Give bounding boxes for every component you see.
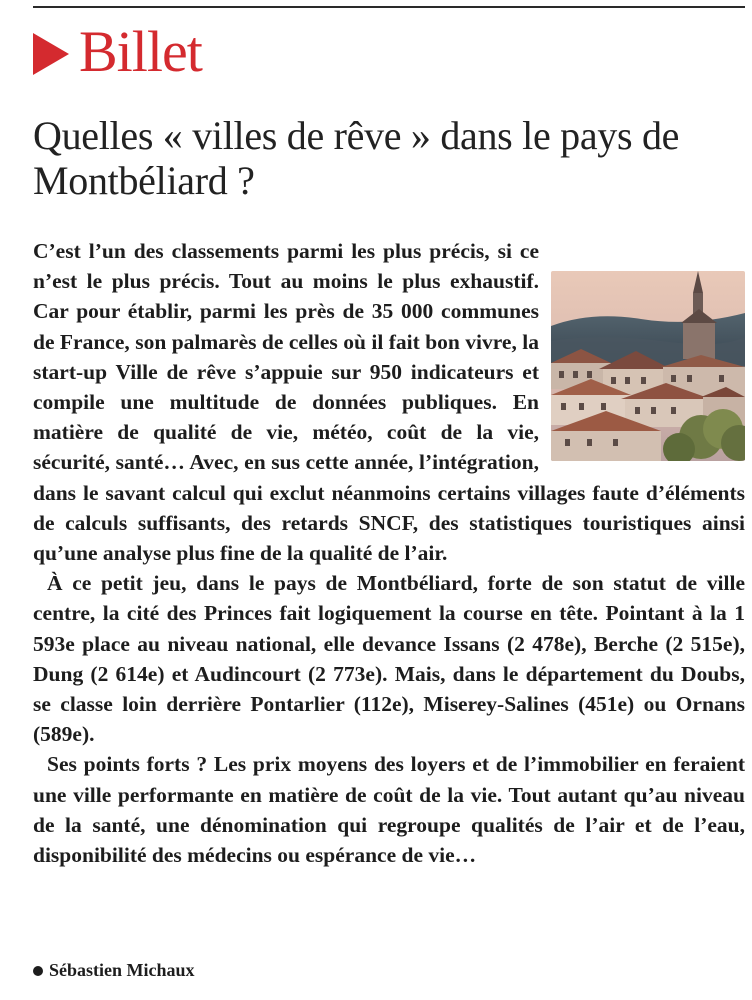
triangle-right-icon: [33, 33, 69, 75]
kicker-label: Billet: [79, 19, 202, 84]
headline: Quelles « villes de rêve » dans le pays de Montbéliard ?: [33, 113, 680, 203]
paragraph-3: Ses points forts ? Les prix moyens des loyers et de l’immobilier en feraient une ville performante en matière de coût de la vie. Tout autant qu’au niveau de la santé, une dénomination qui regroupe qualités de l’air et de l’eau, disponibilité des médecins ou espérance de vie…: [33, 752, 745, 868]
article-body: [33, 236, 745, 870]
top-rule: [33, 6, 745, 8]
paragraph-2: À ce petit jeu, dans le pays de Montbéliard, forte de son statut de ville centre, la cité des Princes fait logiquement la course en tête. Pointant à la 1 593e place au niveau national, elle devance Issans (2 478e), Berche (2 515e), Dung (2 614e) et Audincourt (2 773e). Mais, dans le département du Doubs, se classe loin derrière Pontarlier (112e), Miserey-Salines (451e) ou Ornans (589e).: [33, 571, 745, 747]
bullet-icon: [33, 966, 43, 976]
paragraph-1: C’est l’un des classements parmi les plus précis, si ce n’est le plus précis. Tout au moins le plus exhaustif. Car pour établir, parmi les près de 35 000 communes de France, son palmarès de celles où il fait bon vivre, la start-up Ville de rêve s’appuie sur 950 indicateurs et compile une multitude de données publiques. En matière de qualité de vie, météo, coût de la vie, sécurité, santé… Avec, en sus cette année, l’intégration, dans le savant calcul qui exclut néanmoins certains villages faute d’éléments de calculs suffisants, des retards SNCF, des statistiques touristiques ainsi qu’une analyse plus fine de la qualité de l’air.: [33, 239, 745, 566]
byline: [33, 960, 195, 981]
author-name: Sébastien Michaux: [49, 960, 195, 980]
article-photo: [551, 271, 745, 461]
kicker: [33, 16, 202, 88]
